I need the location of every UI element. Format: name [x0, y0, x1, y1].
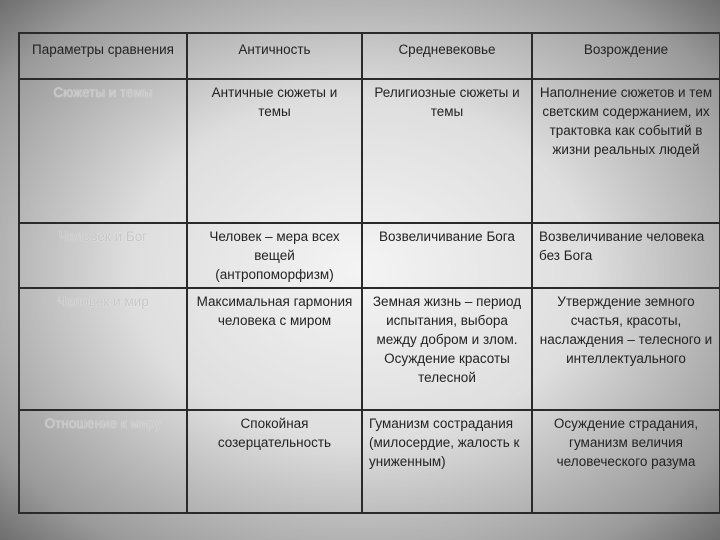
row-param-label: Человек и мир	[19, 288, 187, 410]
cell-renaissance: Утверждение земного счастья, красоты, наслаждения – телесного и интеллектуального	[532, 288, 720, 410]
table-row	[19, 79, 720, 223]
table-row	[19, 288, 720, 410]
cell-antiquity: Максимальная гармония человека с миром	[187, 288, 362, 410]
table-header-row	[19, 33, 720, 79]
header-middle-ages: Средневековье	[362, 33, 532, 79]
cell-renaissance: Возвеличивание человека без Бога	[532, 223, 720, 288]
header-params: Параметры сравнения	[19, 33, 187, 79]
cell-middle-ages: Земная жизнь – период испытания, выбора между добром и злом. Осуждение красоты телесной	[362, 288, 532, 410]
cell-antiquity: Античные сюжеты и темы	[187, 79, 362, 223]
cell-middle-ages: Возвеличивание Бога	[362, 223, 532, 288]
cell-antiquity: Спокойная созерцательность	[187, 410, 362, 513]
row-param-label: Человек и Бог	[19, 223, 187, 288]
cell-antiquity: Человек – мера всех вещей (антропоморфизм)	[187, 223, 362, 288]
header-renaissance: Возрождение	[532, 33, 720, 79]
comparison-table-container	[18, 32, 719, 510]
cell-middle-ages: Религиозные сюжеты и темы	[362, 79, 532, 223]
table-row	[19, 223, 720, 288]
row-param-label: Отношение к миру	[19, 410, 187, 513]
cell-middle-ages: Гуманизм сострадания (милосердие, жалость к униженным)	[362, 410, 532, 513]
table-row	[19, 410, 720, 513]
row-param-label: Сюжеты и темы	[19, 79, 187, 223]
cell-renaissance: Наполнение сюжетов и тем светским содержанием, их трактовка как событий в жизни реальных людей	[532, 79, 720, 223]
cell-renaissance: Осуждение страдания, гуманизм величия человеческого разума	[532, 410, 720, 513]
comparison-table	[18, 32, 720, 514]
header-antiquity: Античность	[187, 33, 362, 79]
